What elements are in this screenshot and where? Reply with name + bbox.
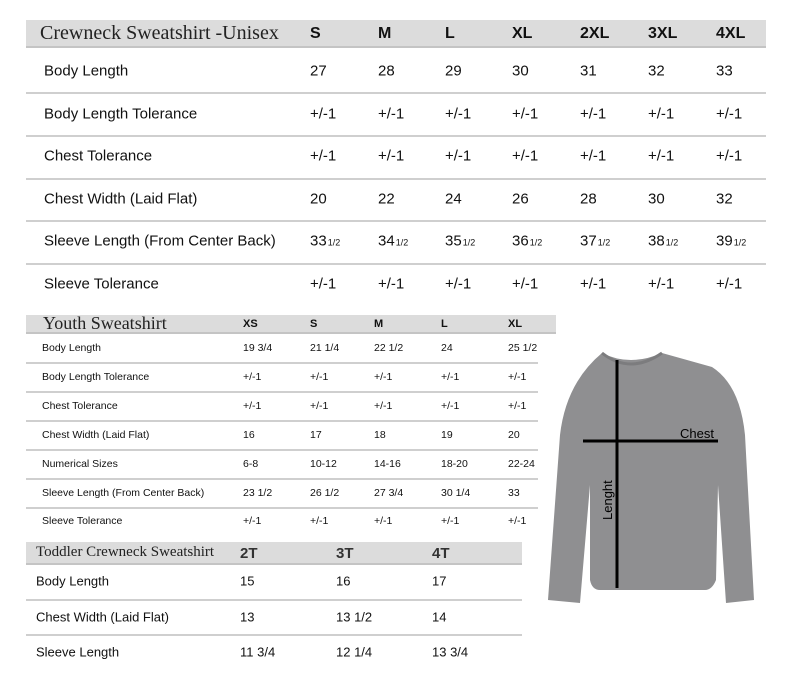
cell-fraction: 1/2 bbox=[462, 237, 476, 248]
size-header-xs: XS bbox=[243, 318, 258, 330]
cell-fraction: 1/2 bbox=[733, 237, 747, 248]
sweatshirt-image bbox=[548, 353, 754, 603]
cell-value bbox=[432, 645, 468, 660]
cell-number: 30 bbox=[648, 190, 665, 208]
cell-value bbox=[648, 233, 678, 250]
cell-value bbox=[336, 645, 372, 660]
cell-value bbox=[648, 276, 674, 293]
cell-number: 22-24 bbox=[508, 457, 535, 470]
row-label: Sleeve Length (From Center Back) bbox=[42, 486, 205, 499]
row-divider bbox=[26, 263, 766, 265]
cell-value bbox=[441, 515, 459, 527]
cell-value bbox=[240, 574, 254, 589]
cell-value bbox=[310, 487, 339, 499]
cell-value bbox=[508, 342, 537, 354]
row-divider bbox=[26, 420, 538, 422]
size-header-l: L bbox=[441, 318, 448, 330]
row-divider bbox=[26, 391, 538, 393]
cell-number: +/-1 bbox=[378, 275, 405, 293]
cell-number: 31 bbox=[580, 62, 597, 80]
cell-number: 39 bbox=[716, 232, 733, 250]
size-header-s: S bbox=[310, 318, 318, 330]
cell-value bbox=[508, 458, 535, 470]
cell-number: 21 1/4 bbox=[310, 342, 340, 354]
cell-number: +/-1 bbox=[441, 399, 460, 412]
cell-number: +/-1 bbox=[310, 370, 329, 383]
cell-number: 16 bbox=[243, 428, 255, 441]
cell-number: 14 bbox=[432, 609, 447, 624]
cell-number: +/-1 bbox=[243, 370, 262, 383]
cell-value bbox=[374, 458, 401, 470]
cell-fraction: 1/2 bbox=[665, 237, 679, 248]
size-header-l: L bbox=[445, 25, 455, 42]
cell-number: 16 bbox=[336, 573, 351, 589]
cell-number: +/-1 bbox=[374, 370, 393, 383]
length-label: Lenght bbox=[600, 480, 615, 520]
cell-fraction: 1/2 bbox=[327, 237, 341, 248]
cell-number: 30 1/4 bbox=[441, 486, 471, 499]
cell-number: +/-1 bbox=[374, 515, 393, 528]
cell-value bbox=[310, 148, 336, 165]
cell-number: +/-1 bbox=[445, 275, 472, 293]
cell-number: +/-1 bbox=[580, 147, 607, 165]
cell-number: +/-1 bbox=[378, 105, 405, 123]
cell-number: 34 bbox=[378, 232, 395, 250]
cell-number: +/-1 bbox=[508, 515, 527, 528]
cell-number: 35 bbox=[445, 232, 462, 250]
chest-label: Chest bbox=[680, 426, 714, 441]
cell-value bbox=[716, 105, 742, 122]
size-header-4t: 4T bbox=[432, 545, 450, 562]
cell-value bbox=[716, 148, 742, 165]
cell-value bbox=[310, 371, 328, 383]
cell-number: 11 3/4 bbox=[240, 644, 276, 660]
cell-value bbox=[648, 105, 674, 122]
cell-number: 20 bbox=[508, 428, 520, 441]
cell-number: 26 1/2 bbox=[310, 486, 340, 499]
cell-number: 18 bbox=[374, 428, 386, 441]
row-label: Numerical Sizes bbox=[42, 457, 118, 470]
cell-value bbox=[508, 400, 526, 412]
cell-number: 25 1/2 bbox=[508, 342, 538, 354]
cell-value bbox=[378, 233, 408, 250]
cell-value bbox=[580, 148, 606, 165]
cell-value bbox=[243, 429, 255, 441]
cell-value bbox=[378, 190, 395, 207]
cell-value bbox=[445, 190, 462, 207]
row-label: Sleeve Length bbox=[36, 644, 120, 660]
size-header-2xl: 2XL bbox=[580, 25, 610, 42]
cell-number: +/-1 bbox=[445, 147, 472, 165]
size-header-m: M bbox=[374, 318, 384, 330]
cell-value bbox=[378, 276, 404, 293]
cell-number: +/-1 bbox=[648, 105, 675, 123]
cell-value bbox=[374, 342, 403, 354]
cell-value bbox=[512, 233, 542, 250]
cell-value bbox=[432, 574, 446, 589]
cell-value bbox=[648, 190, 665, 207]
cell-number: +/-1 bbox=[374, 399, 393, 412]
cell-number: 29 bbox=[445, 62, 462, 80]
cell-number: +/-1 bbox=[310, 515, 329, 528]
cell-number: +/-1 bbox=[512, 147, 539, 165]
cell-value bbox=[648, 148, 674, 165]
row-divider bbox=[26, 362, 538, 364]
row-divider bbox=[26, 92, 766, 94]
cell-number: +/-1 bbox=[441, 515, 460, 528]
row-divider bbox=[26, 135, 766, 137]
cell-number: +/-1 bbox=[648, 275, 675, 293]
cell-number: 13 1/2 bbox=[336, 609, 373, 624]
cell-value bbox=[716, 276, 742, 293]
cell-value bbox=[243, 342, 272, 354]
row-divider bbox=[26, 634, 522, 636]
row-divider bbox=[26, 449, 538, 451]
cell-value bbox=[580, 233, 610, 250]
cell-value bbox=[441, 342, 453, 354]
cell-number: 24 bbox=[445, 190, 462, 208]
size-header-3xl: 3XL bbox=[648, 25, 678, 42]
cell-number: +/-1 bbox=[441, 370, 460, 383]
row-label: Sleeve Tolerance bbox=[44, 275, 159, 293]
cell-number: 20 bbox=[310, 190, 327, 208]
adult-table-title: Crewneck Sweatshirt -Unisex bbox=[40, 22, 279, 44]
cell-number: 18-20 bbox=[441, 457, 468, 470]
cell-number: 33 bbox=[310, 232, 327, 250]
cell-number: +/-1 bbox=[512, 275, 539, 293]
cell-value bbox=[378, 148, 404, 165]
cell-value bbox=[716, 190, 733, 207]
cell-number: 32 bbox=[648, 62, 665, 80]
cell-number: 15 bbox=[240, 573, 255, 589]
cell-value bbox=[310, 233, 340, 250]
cell-number: +/-1 bbox=[580, 275, 607, 293]
cell-value bbox=[310, 105, 336, 122]
cell-value bbox=[310, 515, 328, 527]
cell-value bbox=[512, 190, 529, 207]
cell-value bbox=[378, 105, 404, 122]
cell-number: 36 bbox=[512, 232, 529, 250]
cell-number: 23 1/2 bbox=[243, 486, 273, 499]
cell-number: 32 bbox=[716, 190, 733, 208]
cell-value bbox=[310, 429, 322, 441]
cell-number: +/-1 bbox=[310, 399, 329, 412]
cell-number: 6-8 bbox=[243, 457, 259, 470]
cell-value bbox=[441, 487, 470, 499]
cell-value bbox=[445, 233, 475, 250]
cell-number: +/-1 bbox=[716, 147, 743, 165]
cell-number: +/-1 bbox=[508, 370, 527, 383]
cell-number: 10-12 bbox=[310, 457, 337, 470]
cell-value bbox=[374, 487, 403, 499]
cell-value bbox=[336, 574, 350, 589]
row-label: Body Length bbox=[36, 573, 110, 589]
cell-value bbox=[310, 190, 327, 207]
cell-value bbox=[445, 148, 471, 165]
row-divider bbox=[26, 220, 766, 222]
toddler-table-title: Toddler Crewneck Sweatshirt bbox=[36, 544, 215, 560]
cell-value bbox=[374, 515, 392, 527]
cell-value bbox=[441, 400, 459, 412]
cell-value bbox=[243, 458, 258, 470]
cell-number: +/-1 bbox=[512, 105, 539, 123]
cell-number: 17 bbox=[432, 573, 447, 589]
row-label: Body Length bbox=[44, 62, 129, 80]
cell-value bbox=[240, 645, 275, 660]
row-label: Chest Tolerance bbox=[42, 399, 118, 412]
cell-value bbox=[508, 371, 526, 383]
cell-number: 28 bbox=[378, 62, 395, 80]
row-label: Chest Width (Laid Flat) bbox=[42, 428, 150, 441]
cell-number: 19 bbox=[441, 428, 453, 441]
cell-number: +/-1 bbox=[378, 147, 405, 165]
row-label: Sleeve Length (From Center Back) bbox=[44, 232, 276, 250]
cell-number: 13 3/4 bbox=[432, 644, 469, 660]
cell-number: 37 bbox=[580, 232, 597, 250]
cell-number: 12 1/4 bbox=[336, 644, 373, 660]
cell-value bbox=[432, 609, 446, 624]
cell-value bbox=[512, 63, 529, 80]
cell-number: +/-1 bbox=[445, 105, 472, 123]
row-label: Sleeve Tolerance bbox=[42, 515, 123, 528]
cell-number: 27 3/4 bbox=[374, 486, 404, 499]
cell-number: 33 bbox=[716, 62, 733, 80]
cell-number: 26 bbox=[512, 190, 529, 208]
cell-value bbox=[243, 515, 261, 527]
size-header-m: M bbox=[378, 25, 392, 42]
cell-number: 28 bbox=[580, 190, 597, 208]
cell-value bbox=[441, 458, 468, 470]
cell-value bbox=[445, 105, 471, 122]
size-header-3t: 3T bbox=[336, 545, 354, 562]
cell-number: +/-1 bbox=[716, 275, 743, 293]
cell-fraction: 1/2 bbox=[597, 237, 611, 248]
cell-number: +/-1 bbox=[243, 399, 262, 412]
cell-number: +/-1 bbox=[648, 147, 675, 165]
cell-value bbox=[580, 276, 606, 293]
row-label: Chest Width (Laid Flat) bbox=[36, 609, 169, 624]
size-header-s: S bbox=[310, 25, 321, 42]
cell-number: 22 bbox=[378, 190, 395, 208]
row-label: Chest Width (Laid Flat) bbox=[44, 190, 198, 208]
cell-value bbox=[336, 609, 372, 624]
cell-value bbox=[240, 609, 254, 624]
cell-value bbox=[648, 63, 665, 80]
cell-number: 13 bbox=[240, 609, 255, 624]
cell-number: 19 3/4 bbox=[243, 342, 273, 354]
cell-number: +/-1 bbox=[310, 147, 337, 165]
cell-value bbox=[580, 63, 597, 80]
cell-value bbox=[580, 105, 606, 122]
row-divider bbox=[26, 178, 766, 180]
size-header-xl: XL bbox=[508, 318, 523, 330]
cell-value bbox=[243, 487, 272, 499]
size-header-xl: XL bbox=[512, 25, 533, 42]
row-label: Body Length Tolerance bbox=[44, 105, 198, 123]
cell-value bbox=[310, 458, 337, 470]
cell-value bbox=[310, 276, 336, 293]
cell-value bbox=[441, 429, 453, 441]
cell-number: 30 bbox=[512, 62, 529, 80]
cell-number: 14-16 bbox=[374, 457, 401, 470]
cell-value bbox=[374, 371, 392, 383]
row-divider bbox=[26, 599, 522, 601]
cell-fraction: 1/2 bbox=[529, 237, 543, 248]
cell-number: +/-1 bbox=[310, 275, 337, 293]
cell-value bbox=[512, 276, 538, 293]
cell-value bbox=[310, 400, 328, 412]
cell-fraction: 1/2 bbox=[395, 237, 409, 248]
cell-value bbox=[310, 63, 327, 80]
cell-value bbox=[580, 190, 597, 207]
row-label: Body Length Tolerance bbox=[42, 370, 150, 383]
cell-number: 27 bbox=[310, 62, 327, 80]
cell-value bbox=[716, 63, 733, 80]
cell-number: +/-1 bbox=[243, 515, 262, 528]
cell-number: 38 bbox=[648, 232, 665, 250]
cell-number: 33 bbox=[508, 486, 520, 499]
cell-value bbox=[716, 233, 746, 250]
cell-number: 22 1/2 bbox=[374, 342, 404, 354]
cell-number: +/-1 bbox=[508, 399, 527, 412]
cell-value bbox=[243, 371, 261, 383]
youth-table-title: Youth Sweatshirt bbox=[43, 313, 167, 333]
cell-number: +/-1 bbox=[580, 105, 607, 123]
size-header-4xl: 4XL bbox=[716, 25, 746, 42]
cell-value bbox=[445, 276, 471, 293]
cell-number: 24 bbox=[441, 342, 453, 354]
cell-value bbox=[441, 371, 459, 383]
cell-value bbox=[374, 400, 392, 412]
cell-value bbox=[374, 429, 386, 441]
cell-value bbox=[378, 63, 395, 80]
cell-number: 17 bbox=[310, 428, 322, 441]
cell-value bbox=[310, 342, 339, 354]
row-divider bbox=[26, 478, 538, 480]
cell-number: +/-1 bbox=[716, 105, 743, 123]
row-label: Body Length bbox=[42, 342, 101, 354]
row-divider bbox=[26, 507, 538, 509]
cell-value bbox=[508, 429, 520, 441]
size-header-2t: 2T bbox=[240, 545, 258, 562]
cell-value bbox=[508, 487, 520, 499]
row-label: Chest Tolerance bbox=[44, 147, 153, 165]
cell-value bbox=[445, 63, 462, 80]
cell-value bbox=[512, 148, 538, 165]
cell-value bbox=[512, 105, 538, 122]
cell-value bbox=[508, 515, 526, 527]
cell-value bbox=[243, 400, 261, 412]
sweatshirt-diagram bbox=[540, 345, 770, 610]
cell-number: +/-1 bbox=[310, 105, 337, 123]
